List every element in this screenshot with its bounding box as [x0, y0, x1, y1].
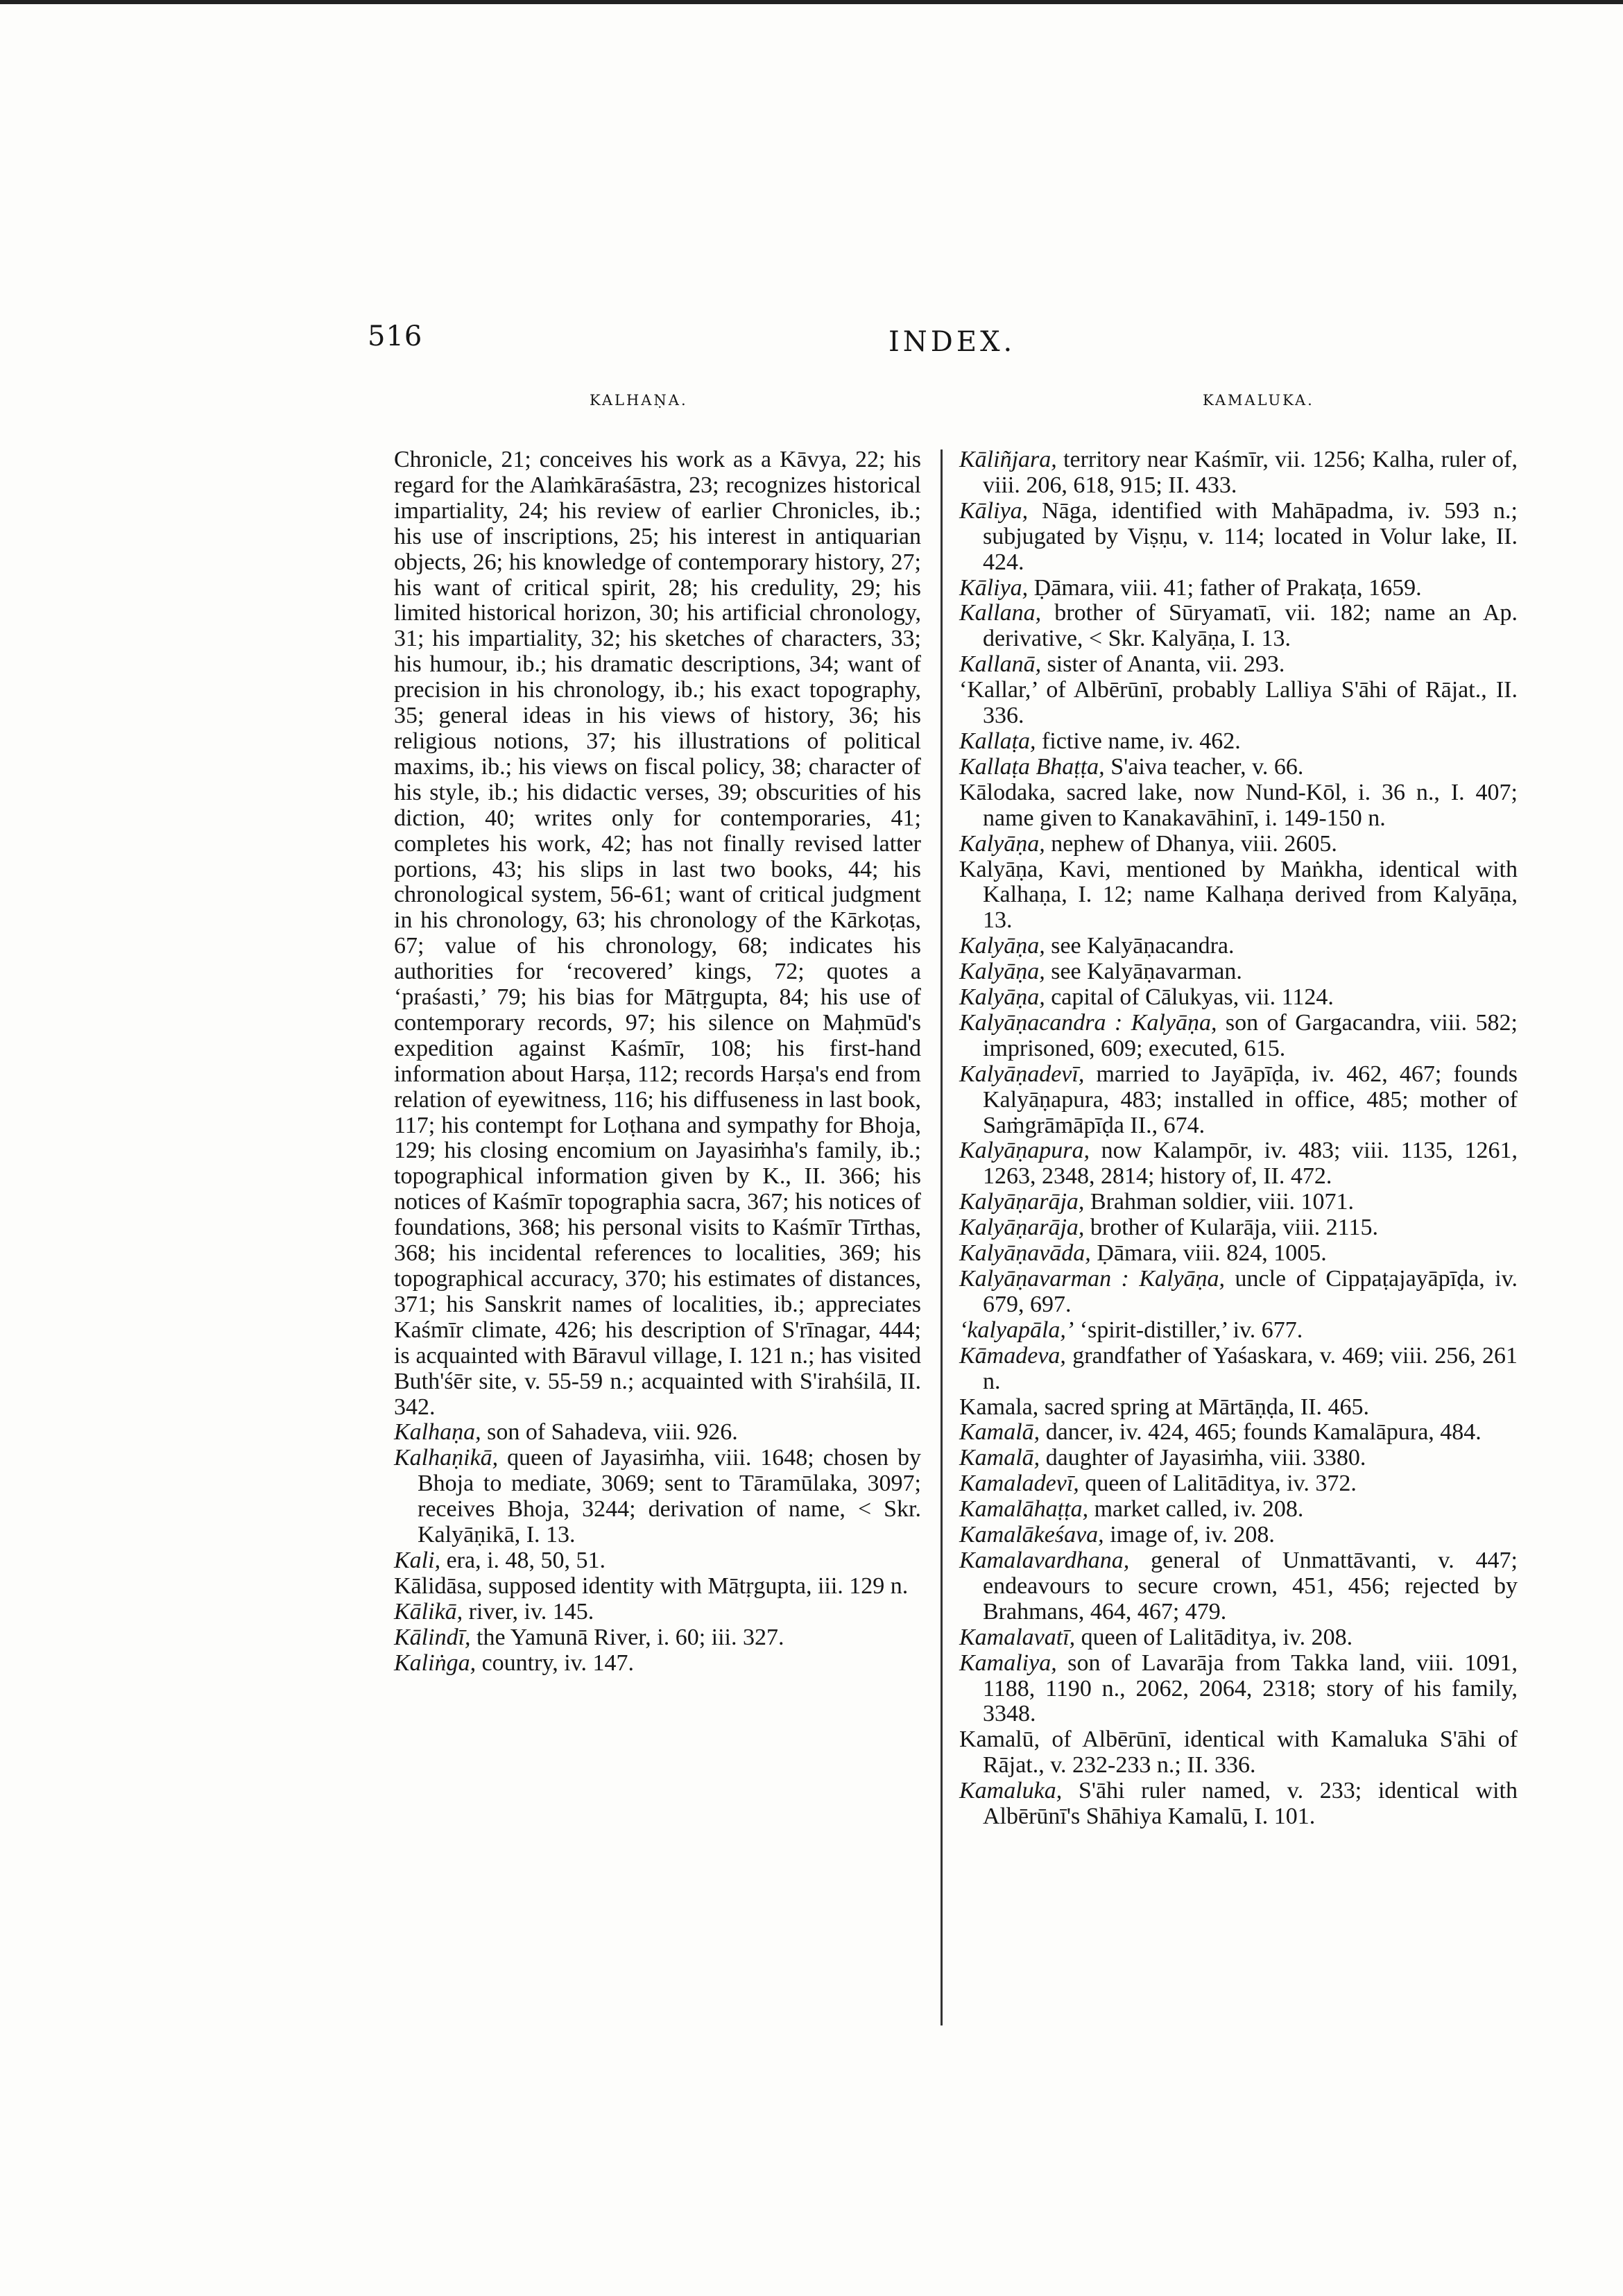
- index-entry-text: ‘Kallar,’ of Albērūnī, probably Lalliya S'āhi of Rājat., II. 336.: [959, 677, 1518, 729]
- index-headword: Kali,: [394, 1547, 441, 1573]
- index-entry: [959, 652, 1518, 678]
- index-entry-text: queen of Jayasiṁha, viii. 1648; chosen by Bhoja to mediate, 3069; sent to Tāramūlaka, 3097; receives Bhoja, 3244; derivation of name, < Skr. Kalyāṇikā, I. 13.: [418, 1445, 921, 1548]
- index-entry-text: married to Jayāpīḍa, iv. 462, 467; founds Kalyāṇapura, 483; installed in office, 485; mother of Saṁgrāmāpīḍa II., 674.: [983, 1061, 1518, 1138]
- index-headword: Kallaṭa Bhaṭṭa,: [959, 753, 1105, 780]
- index-entry: [959, 678, 1518, 729]
- index-entry: [959, 1318, 1518, 1344]
- index-headword: Kālindī,: [394, 1624, 471, 1650]
- index-entry: [959, 1446, 1518, 1471]
- index-entry-text: sister of Ananta, vii. 293.: [1041, 651, 1285, 678]
- index-entry-text: Ḍāmara, viii. 824, 1005.: [1090, 1240, 1327, 1267]
- index-entry: [394, 1574, 921, 1600]
- index-headword: Kāmadeva,: [959, 1342, 1066, 1369]
- index-entry: [959, 1548, 1518, 1625]
- index-entry: [394, 447, 921, 1420]
- index-entry: [959, 1727, 1518, 1779]
- right-column: [959, 447, 1518, 1830]
- index-entry: [959, 780, 1518, 832]
- index-entry: [959, 1471, 1518, 1497]
- index-headword: Kaliṅga,: [394, 1650, 476, 1676]
- top-border: [0, 0, 1623, 4]
- index-entry-text: Kālodaka, sacred lake, now Nund-Kōl, i. 36 n., I. 407; name given to Kanakavāhinī, i. 149-150 n.: [959, 779, 1518, 831]
- index-headword: Kāliya,: [959, 574, 1029, 601]
- index-entry: [959, 1395, 1518, 1421]
- index-entry: [394, 1446, 921, 1548]
- index-entry-text: Chronicle, 21; conceives his work as a Kāvya, 22; his regard for the Alaṁkāraśāstra, 23; recognizes historical impartiality, 24; his review of earlier Chronicles, ib.; his use of inscriptions, 25; his interest in antiquarian objects, 26; his knowledge of contemporary history, 27; his want of critical spirit, 28; his credulity, 29; his limited historical horizon, 30; his artificial chronology, 31; his impartiality, 32; his sketches of characters, 33; his humour, ib.; his dramatic descriptions, 34; want of precision in his chronology, ib.; his exact topography, 35; general ideas in his views of history, 36; his religious notions, 37; his illustrations of political maxims, ib.; his views on fiscal policy, 38; character of his style, ib.; his didactic verses, 39; obscurities of his diction, 40; writes only for contemporaries, 41; completes his work, 42; has not finally revised latter portions, 43; his slips in last two books, 44; his chronological system, 56-61; want of critical judgment in his chronology, 63; his chronology of the Kārkoṭas, 67; value of his chronology, 68; indicates his authorities for ‘recovered’ kings, 72; quotes a ‘praśasti,’ 79; his bias for Mātṛgupta, 84; his use of contemporary records, 97; his silence on Maḥmūd's expedition against Kaśmīr, 108; his first-hand information about Harṣa, 112; records Harṣa's end from relation of eyewitness, 116; his diffuseness in last book, 117; his contempt for Loṭhana and sympathy for Bhoja, 129; his closing encomium on Jayasiṁha's family, ib.; topographical information given by K., II. 366; his notices of Kaśmīr topographia sacra, 367; his notices of foundations, 368; his personal visits to Kaśmīr Tīrthas, 368; his incidental references to localities, 369; his topographical accuracy, 370; his estimates of distances, 371; his Sanskrit names of localities, ib.; appreciates Kaśmīr climate, 426; his description of S'rīnagar, 444; is acquainted with Bāravul village, I. 121 n.; has visited Buth'śēr site, v. 55-59 n.; acquainted with S'irahśilā, II. 342.: [394, 447, 921, 1420]
- index-headword: Kalyāṇarāja,: [959, 1215, 1085, 1241]
- index-entry-text: brother of Sūryamatī, vii. 182; name an Ap. derivative, < Skr. Kalyāṇa, I. 13.: [983, 600, 1518, 652]
- column-divider: [941, 449, 943, 2025]
- left-column: [394, 447, 921, 1677]
- page-number: 516: [368, 320, 423, 352]
- index-entry: [959, 1523, 1518, 1548]
- index-headword: Kalhaṇikā,: [394, 1445, 499, 1471]
- index-entry-text: see Kalyāṇavarman.: [1045, 959, 1242, 985]
- index-entry-text: market called, iv. 208.: [1088, 1496, 1304, 1523]
- index-entry: [959, 1215, 1518, 1241]
- index-headword: Kāliñjara,: [959, 447, 1057, 472]
- index-entry-text: daughter of Jayasiṁha, viii. 3380.: [1040, 1445, 1366, 1471]
- index-entry: [959, 1011, 1518, 1062]
- index-headword: Kalyāṇadevī,: [959, 1061, 1085, 1087]
- index-entry: [959, 1190, 1518, 1215]
- index-entry: [959, 832, 1518, 857]
- index-headword: Kalyāṇa,: [959, 984, 1045, 1011]
- index-entry-text: son of Lavarāja from Takka land, viii. 1091, 1188, 1190 n., 2062, 2064, 2318; story of his family, 3348.: [983, 1650, 1518, 1727]
- index-entry-text: era, i. 48, 50, 51.: [440, 1547, 606, 1573]
- index-entry-text: son of Gargacandra, viii. 582; imprisoned, 609; executed, 615.: [983, 1009, 1518, 1061]
- index-entry-text: queen of Lalitāditya, iv. 372.: [1079, 1471, 1357, 1497]
- index-entry: [959, 499, 1518, 576]
- index-entry-text: country, iv. 147.: [476, 1650, 634, 1676]
- index-entry-text: Kalyāṇa, Kavi, mentioned by Maṅkha, identical with Kalhaṇa, I. 12; name Kalhaṇa derived from Kalyāṇa, 13.: [959, 856, 1518, 934]
- index-entry: [959, 1420, 1518, 1446]
- index-entry-text: see Kalyāṇacandra.: [1045, 933, 1235, 959]
- index-entry-text: general of Unmattāvanti, v. 447; endeavours to secure crown, 451, 456; rejected by Brahmans, 464, 467; 479.: [983, 1547, 1518, 1625]
- index-headword: Kāliya,: [959, 497, 1029, 524]
- index-headword: Kamalā,: [959, 1419, 1040, 1446]
- index-entry: [959, 1344, 1518, 1395]
- index-entry: [394, 1420, 921, 1446]
- index-entry: [394, 1600, 921, 1625]
- index-entry: [959, 959, 1518, 985]
- index-entry: [959, 857, 1518, 934]
- index-entry-text: Kālidāsa, supposed identity with Mātṛgupta, iii. 129 n.: [394, 1573, 909, 1599]
- running-head-left: KALHAṆA.: [590, 392, 688, 409]
- index-entry-text: river, iv. 145.: [463, 1598, 594, 1625]
- index-headword: Kamalavatī,: [959, 1624, 1076, 1650]
- index-headword: Kamalavardhana,: [959, 1547, 1130, 1573]
- index-headword: Kalyāṇarāja,: [959, 1189, 1085, 1215]
- index-entry: [959, 985, 1518, 1011]
- index-entry: [959, 729, 1518, 755]
- index-entry: [394, 1651, 921, 1677]
- index-entry: [959, 601, 1518, 652]
- index-entry-text: nephew of Dhanya, viii. 2605.: [1045, 830, 1337, 857]
- index-entry: [959, 576, 1518, 601]
- index-headword: Kalyāṇavarman : Kalyāṇa,: [959, 1266, 1226, 1292]
- index-entry: [959, 1779, 1518, 1830]
- index-entry-text: fictive name, iv. 462.: [1036, 728, 1241, 754]
- index-headword: Kallana,: [959, 600, 1042, 626]
- index-entry-text: S'āhi ruler named, v. 233; identical with Albērūnī's Shāhiya Kamalū, I. 101.: [983, 1778, 1518, 1830]
- index-entry: [394, 1548, 921, 1574]
- index-headword: Kālikā,: [394, 1598, 463, 1625]
- index-entry: [959, 1651, 1518, 1728]
- index-entry-text: Kamala, sacred spring at Mārtāṇḍa, II. 465.: [959, 1394, 1369, 1420]
- index-entry: [959, 1241, 1518, 1267]
- index-headword: Kallaṭa,: [959, 728, 1036, 754]
- index-headword: Kamaluka,: [959, 1778, 1063, 1804]
- index-headword: Kamalākeśava,: [959, 1522, 1104, 1548]
- index-headword: Kamalā,: [959, 1445, 1040, 1471]
- index-headword: Kalyāṇa,: [959, 933, 1045, 959]
- index-entry-text: son of Sahadeva, viii. 926.: [481, 1419, 738, 1446]
- index-entry-text: Kamalū, of Albērūnī, identical with Kamaluka S'āhi of Rājat., v. 232-233 n.; II. 336.: [959, 1727, 1518, 1779]
- index-entry-text: the Yamunā River, i. 60; iii. 327.: [470, 1624, 784, 1650]
- index-entry: [959, 1062, 1518, 1139]
- index-headword: Kalhaṇa,: [394, 1419, 481, 1446]
- page-title: INDEX.: [888, 326, 1016, 358]
- index-entry-text: Ḍāmara, viii. 41; father of Prakaṭa, 1659.: [1028, 574, 1422, 601]
- index-entry-text: uncle of Cippaṭajayāpīḍa, iv. 679, 697.: [983, 1266, 1518, 1317]
- index-entry: [959, 755, 1518, 780]
- index-headword: Kalyāṇa,: [959, 959, 1045, 985]
- index-entry-text: dancer, iv. 424, 465; founds Kamalāpura, 484.: [1040, 1419, 1482, 1446]
- index-entry-text: capital of Cālukyas, vii. 1124.: [1045, 984, 1334, 1011]
- index-entry-text: Nāga, identified with Mahāpadma, iv. 593 n.; subjugated by Viṣṇu, v. 114; located in Volur lake, II. 424.: [983, 497, 1518, 575]
- index-entry-text: image of, iv. 208.: [1104, 1522, 1275, 1548]
- index-headword: Kallanā,: [959, 651, 1042, 678]
- index-headword: Kalyāṇa,: [959, 830, 1045, 857]
- index-entry-text: now Kalampōr, iv. 483; viii. 1135, 1261, 1263, 2348, 2814; history of, II. 472.: [983, 1138, 1518, 1190]
- index-entry-text: S'aiva teacher, v. 66.: [1104, 753, 1304, 780]
- index-entry-text: territory near Kaśmīr, vii. 1256; Kalha, ruler of, viii. 206, 618, 915; II. 433.: [983, 447, 1518, 498]
- index-headword: ‘kalyapāla,’: [959, 1317, 1074, 1343]
- index-headword: Kamaladevī,: [959, 1471, 1079, 1497]
- index-entry-text: Brahman soldier, viii. 1071.: [1084, 1189, 1355, 1215]
- index-entry: [394, 1625, 921, 1651]
- index-entry: [959, 1625, 1518, 1651]
- index-headword: Kalyāṇavāda,: [959, 1240, 1091, 1267]
- index-headword: Kamalāhaṭṭa,: [959, 1496, 1089, 1523]
- index-entry: [959, 934, 1518, 959]
- index-entry: [959, 1138, 1518, 1190]
- index-entry-text: grandfather of Yaśaskara, v. 469; viii. 256, 261 n.: [983, 1342, 1518, 1394]
- index-entry-text: ‘spirit-distiller,’ iv. 677.: [1074, 1317, 1303, 1343]
- index-entry: [959, 1267, 1518, 1318]
- index-entry-text: queen of Lalitāditya, iv. 208.: [1075, 1624, 1353, 1650]
- index-entry: [959, 1497, 1518, 1523]
- index-entry: [959, 447, 1518, 499]
- index-headword: Kalyāṇacandra : Kalyāṇa,: [959, 1009, 1217, 1036]
- index-headword: Kalyāṇapura,: [959, 1138, 1090, 1164]
- running-head-right: KAMALUKA.: [1203, 392, 1314, 409]
- index-headword: Kamaliya,: [959, 1650, 1057, 1676]
- index-entry-text: brother of Kularāja, viii. 2115.: [1084, 1215, 1379, 1241]
